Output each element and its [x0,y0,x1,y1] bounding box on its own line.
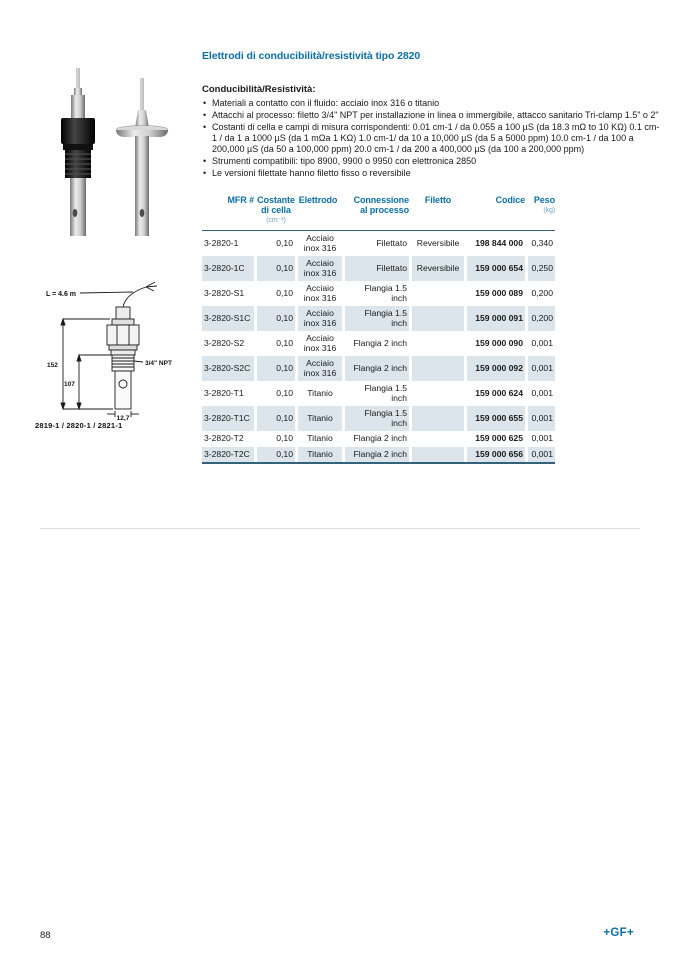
cell-connessione: Flangia 2 inch [353,337,407,348]
dimensional-drawing-image [33,281,188,421]
cell-codice: 159 000 091 [467,306,525,331]
cell-peso: 0,001 [531,387,553,398]
cell-mfr: 3-2820-T2C [202,447,254,463]
cell-connessione: Flangia 2 inch [353,433,407,443]
electrode-photo-image [50,66,175,236]
cell-filetto [412,306,464,331]
electrode-threaded-photo [61,68,95,236]
cell-peso: 0,340 [531,237,553,248]
section-divider [40,528,640,529]
cell-peso: 0,200 [531,287,553,298]
col-header-filetto: Filetto [424,195,452,205]
cell-connessione: Filettato [376,237,407,248]
cell-codice: 198 844 000 [475,237,523,248]
col-header-peso [528,195,555,216]
cell-peso: 0,001 [528,406,555,431]
main-content [202,50,661,464]
page-title: Elettrodi di conducibilità/resistività tipo 2820 [202,50,421,62]
cell-connessione: Flangia 1.5 inch [345,406,409,431]
table-row [202,331,555,356]
cell-elettrodo: Acciaio inox 316 [298,306,342,331]
feature-bullet: • Attacchi al processo: filetto 3/4" NPT per installazione in linea o immergibile, attacco sanitario Tri-clamp 1.5" o 2" [202,110,661,121]
cell-elettrodo: Acciaio inox 316 [298,256,342,281]
cell-connessione: Flangia 1.5 inch [364,283,407,303]
cell-elettrodo: Titanio [307,387,333,398]
cell-peso: 0,001 [528,447,555,463]
cell-costante: 0,10 [257,447,295,463]
dimensional-drawing [33,281,188,426]
col-header-costante [257,195,295,226]
cell-costante: 0,10 [276,387,293,398]
cell-mfr: 3-2820-S2C [202,356,254,381]
gf-logo: +GF+ [603,927,634,939]
cell-elettrodo: Titanio [298,447,342,463]
cell-peso: 0,001 [528,356,555,381]
feature-bullet: • Strumenti compatibili: tipo 8900, 9900 o 9950 con elettronica 2850 [202,156,661,167]
cell-filetto [412,447,464,463]
feature-bullet: • Materiali a contatto con il fluido: acciaio inox 316 o titanio [202,98,661,109]
electrode-triclamp-photo [116,78,168,236]
col-header-costante-label: Costante di cella [257,195,295,215]
table-row [202,281,555,306]
cell-elettrodo: Acciaio inox 316 [303,333,337,353]
cell-codice: 159 000 625 [475,433,523,443]
cell-costante: 0,10 [276,337,293,348]
cell-mfr: 3-2820-1C [202,256,254,281]
col-header-elettrodo: Elettrodo [298,195,338,205]
section-heading: Conducibilità/Resistività: [202,84,316,95]
table-body [202,231,555,464]
table-row [202,231,555,256]
cell-filetto [412,381,464,406]
col-header-codice: Codice [495,195,525,205]
cell-elettrodo: Acciaio inox 316 [298,356,342,381]
cell-costante: 0,10 [257,406,295,431]
cell-connessione: Flangia 2 inch [345,447,409,463]
cell-peso: 0,250 [528,256,555,281]
product-photos [50,66,175,241]
feature-list [202,98,661,179]
col-header-mfr: MFR # [227,195,254,205]
cell-mfr: 3-2820-T1 [204,387,244,398]
cell-elettrodo: Acciaio inox 316 [303,233,337,253]
table-header-row [202,195,555,231]
cell-costante: 0,10 [276,237,293,248]
col-header-connessione: Connessione al processo [353,195,409,215]
col-header-peso-label: Peso [533,195,555,205]
drawing-caption: 2819-1 / 2820-1 / 2821-1 [35,421,123,430]
dim-width-label: 12,7 [116,415,130,421]
cell-codice: 159 000 624 [475,387,523,398]
cell-filetto [412,431,464,447]
cell-filetto: Reversibile [416,237,460,248]
table-row [202,406,555,431]
table-row [202,447,555,463]
cell-filetto: Reversibile [412,256,464,281]
cell-costante: 0,10 [257,356,295,381]
feature-bullet: • Costanti di cella e campi di misura corrispondenti: 0.01 cm-1 / da 0.055 a 100 µS (da 18.3 mΩ to 10 KΩ) 0.1 cm-1 / da 1 a 1000 µS (da 1 mΩa 1 KΩ) 1.0 cm-1/ da 10 a 10,000 µS (da 5 a 5000 ppm) 10.0 cm-1 / da 100 a 200,000 µS (da 50 a 100,000 ppm) 20.0 cm-1 / da 200 a 400,000 µS (da 100 a 200,000 ppm) [202,122,661,155]
cell-mfr: 3-2820-T1C [202,406,254,431]
cell-codice: 159 000 089 [475,287,523,298]
table-row [202,356,555,381]
feature-bullet: • Le versioni filettate hanno filetto fisso o reversibile [202,168,661,179]
cell-filetto [412,281,464,306]
table-row [202,306,555,331]
table-row [202,381,555,406]
cell-connessione: Flangia 2 inch [345,356,409,381]
col-header-peso-unit: (kg) [543,207,555,214]
cell-mfr: 3-2820-S2 [204,337,245,348]
cell-elettrodo: Titanio [307,433,333,443]
cell-mfr: 3-2820-S1C [202,306,254,331]
cell-filetto [412,406,464,431]
dim-total-label: 152 [47,362,58,369]
thread-label: 3/4" NPT [145,360,172,367]
cell-connessione: Flangia 1.5 inch [345,306,409,331]
cell-mfr: 3-2820-1 [204,237,239,248]
cell-costante: 0,10 [257,306,295,331]
cell-costante: 0,10 [257,256,295,281]
cell-elettrodo: Acciaio inox 316 [303,283,337,303]
cell-mfr: 3-2820-S1 [204,287,245,298]
cell-mfr: 3-2820-T2 [204,433,244,443]
cell-elettrodo: Titanio [298,406,342,431]
cell-costante: 0,10 [276,287,293,298]
cell-codice: 159 000 656 [467,447,525,463]
cell-codice: 159 000 654 [467,256,525,281]
cell-codice: 159 000 092 [467,356,525,381]
page-number: 88 [40,930,51,941]
cell-codice: 159 000 090 [475,337,523,348]
cell-peso: 0,001 [531,337,553,348]
cell-costante: 0,10 [276,433,293,443]
col-header-costante-unit: (cm⁻¹) [266,217,286,224]
cell-peso: 0,200 [528,306,555,331]
table-row [202,256,555,281]
cell-filetto [412,331,464,356]
cell-codice: 159 000 655 [467,406,525,431]
cell-filetto [412,356,464,381]
cell-peso: 0,001 [531,433,553,443]
table-row [202,431,555,447]
product-table [202,195,555,464]
cell-connessione: Filettato [345,256,409,281]
cell-connessione: Flangia 1.5 inch [364,383,407,403]
dim-lower-label: 107 [64,381,75,388]
cable-length-label: L = 4.6 m [46,291,77,298]
